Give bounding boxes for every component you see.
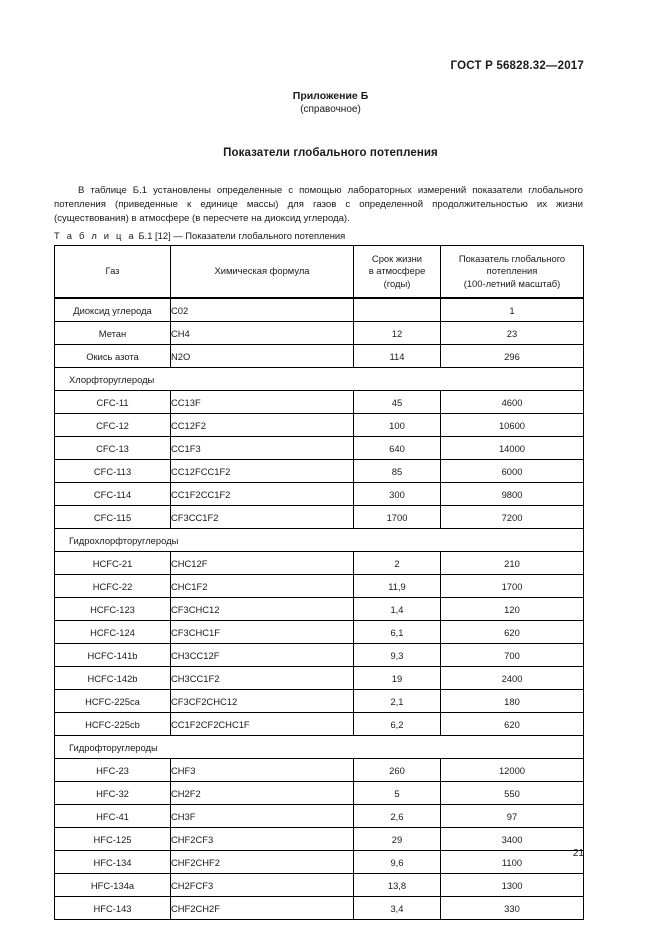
table-cell-gwp: 1: [441, 298, 584, 322]
column-header-gwp-line1: Показатель глобального: [458, 252, 566, 264]
table-cell-lifetime: 260: [354, 759, 441, 782]
table-cell-gas: HFC-125: [55, 828, 171, 851]
table-caption-dash: —: [173, 230, 183, 241]
appendix-heading: [0, 89, 661, 117]
page-number: 21: [572, 848, 584, 859]
table-cell-gwp: 620: [441, 713, 584, 736]
table-cell-gas: HCFC-225cb: [55, 713, 171, 736]
table-cell-lifetime: 3,4: [354, 897, 441, 920]
table-caption: [54, 230, 345, 241]
table-cell-gas: CFC-12: [55, 414, 171, 437]
table-cell-gwp: 210: [441, 552, 584, 575]
column-header-lifetime-line3: (годы): [383, 277, 411, 289]
table-row: [55, 759, 584, 782]
table-row: [55, 391, 584, 414]
table-cell-lifetime: 13,8: [354, 874, 441, 897]
table-cell-gwp: 23: [441, 322, 584, 345]
table-cell-lifetime: 2: [354, 552, 441, 575]
table-row: [55, 782, 584, 805]
table-caption-reference: [12]: [155, 230, 171, 241]
table-cell-lifetime: 114: [354, 345, 441, 368]
table-cell-lifetime: 19: [354, 667, 441, 690]
table-cell-gas: CFC-115: [55, 506, 171, 529]
table-cell-gas: HFC-134: [55, 851, 171, 874]
table-header: [55, 246, 584, 299]
table-cell-formula: C02: [171, 298, 354, 322]
table-cell-formula: CH3CC1F2: [171, 667, 354, 690]
table-cell-gwp: 550: [441, 782, 584, 805]
table-cell-gwp: 1700: [441, 575, 584, 598]
table-body: [55, 298, 584, 920]
table-cell-gas: HFC-143: [55, 897, 171, 920]
table-cell-gas: CFC-114: [55, 483, 171, 506]
table-cell-gas: CFC-113: [55, 460, 171, 483]
column-header-lifetime-line1: Срок жизни: [371, 252, 423, 264]
appendix-label: Приложение Б: [292, 90, 369, 102]
table-cell-gwp: 1300: [441, 874, 584, 897]
table-group-header-row: [55, 529, 584, 552]
table-cell-gwp: 3400: [441, 828, 584, 851]
table-cell-formula: N2O: [171, 345, 354, 368]
table-cell-formula: CHF2CH2F: [171, 897, 354, 920]
table-cell-formula: CH3CC12F: [171, 644, 354, 667]
table-row: [55, 575, 584, 598]
table-caption-prefix: Т а б л и ц а: [54, 230, 136, 241]
table-cell-gwp: 7200: [441, 506, 584, 529]
table-cell-gas: CFC-13: [55, 437, 171, 460]
column-header-formula-label: Химическая формула: [214, 265, 310, 277]
table-cell-gas: HFC-41: [55, 805, 171, 828]
table-cell-gas: HFC-134a: [55, 874, 171, 897]
table-cell-gwp: 4600: [441, 391, 584, 414]
table-cell-gwp: 9800: [441, 483, 584, 506]
table-cell-gwp: 6000: [441, 460, 584, 483]
table-cell-gwp: 700: [441, 644, 584, 667]
table-cell-lifetime: 9,3: [354, 644, 441, 667]
table-cell-gas: HCFC-22: [55, 575, 171, 598]
table-cell-lifetime: 9,6: [354, 851, 441, 874]
table-row: [55, 644, 584, 667]
table-cell-lifetime: 12: [354, 322, 441, 345]
table-cell-lifetime: 640: [354, 437, 441, 460]
table-caption-number: Б.1: [138, 230, 153, 241]
table-cell-formula: CC12FCC1F2: [171, 460, 354, 483]
table-cell-gwp: 12000: [441, 759, 584, 782]
column-header-gwp-line2: потепления: [486, 265, 538, 277]
table-cell-formula: CHC12F: [171, 552, 354, 575]
table-row: [55, 828, 584, 851]
table-cell-formula: CHF2CF3: [171, 828, 354, 851]
table-cell-formula: CH2F2: [171, 782, 354, 805]
table-cell-formula: CF3CF2CHC12: [171, 690, 354, 713]
table-cell-gwp: 1100: [441, 851, 584, 874]
intro-paragraph: В таблице Б.1 установлены определенные с помощью лабораторных измерений показатели глобального потепления (приведенные к единице массы) для газов с определенной продолжительностью их жизни (существования) в атмосфере (в пересчете на диоксид углерода).: [54, 184, 583, 225]
table-cell-gas: HCFC-141b: [55, 644, 171, 667]
table-cell-gas: HCFC-123: [55, 598, 171, 621]
table-group-header-row: [55, 736, 584, 759]
table-cell-formula: CC1F3: [171, 437, 354, 460]
table-cell-lifetime: 2,6: [354, 805, 441, 828]
table-cell-lifetime: 5: [354, 782, 441, 805]
table-cell-formula: CC1F2CC1F2: [171, 483, 354, 506]
table-cell-formula: CF3CC1F2: [171, 506, 354, 529]
page-title: Показатели глобального потепления: [223, 147, 438, 159]
table-cell-gas: CFC-11: [55, 391, 171, 414]
appendix-kind: (справочное): [300, 104, 361, 115]
column-header-atmospheric-lifetime: [354, 246, 441, 299]
table-caption-title: Показатели глобального потепления: [185, 230, 346, 241]
table-cell-formula: CHF3: [171, 759, 354, 782]
table-cell-gwp: 296: [441, 345, 584, 368]
table-cell-gas: Метан: [55, 322, 171, 345]
table-row: [55, 460, 584, 483]
table-cell-formula: CH3F: [171, 805, 354, 828]
table-row: [55, 851, 584, 874]
table-cell-lifetime: 6,1: [354, 621, 441, 644]
table-row: [55, 506, 584, 529]
column-header-gwp-line3: (100-летний масштаб): [463, 277, 561, 289]
table-cell-gwp: 330: [441, 897, 584, 920]
table-cell-gwp: 10600: [441, 414, 584, 437]
table-cell-gas: HFC-32: [55, 782, 171, 805]
table-cell-lifetime: 1700: [354, 506, 441, 529]
document-header-standard-number: ГОСТ Р 56828.32—2017: [450, 60, 584, 72]
table-row: [55, 805, 584, 828]
table-cell-lifetime: 45: [354, 391, 441, 414]
table-cell-formula: CC12F2: [171, 414, 354, 437]
table-group-header-row: [55, 368, 584, 391]
table-row: [55, 552, 584, 575]
table-cell-lifetime: 100: [354, 414, 441, 437]
table-cell-gwp: 14000: [441, 437, 584, 460]
table-cell-gas: Диоксид углерода: [55, 298, 171, 322]
table-cell-formula: CH2FCF3: [171, 874, 354, 897]
table-cell-formula: CC1F2CF2CHC1F: [171, 713, 354, 736]
table-cell-formula: CF3CHC1F: [171, 621, 354, 644]
table-cell-formula: CHF2CHF2: [171, 851, 354, 874]
table-cell-gas: HCFC-124: [55, 621, 171, 644]
column-header-lifetime-line2: в атмосфере: [368, 265, 426, 277]
table-row: [55, 298, 584, 322]
table-cell-lifetime: [354, 298, 441, 322]
table-cell-gwp: 2400: [441, 667, 584, 690]
table-row: [55, 345, 584, 368]
table-row: [55, 690, 584, 713]
table-cell-lifetime: 2,1: [354, 690, 441, 713]
table-cell-lifetime: 6,2: [354, 713, 441, 736]
table-row: [55, 598, 584, 621]
table-cell-gas: HCFC-225ca: [55, 690, 171, 713]
table-cell-gwp: 97: [441, 805, 584, 828]
table-row: [55, 621, 584, 644]
table-cell-lifetime: 85: [354, 460, 441, 483]
table-cell-lifetime: 29: [354, 828, 441, 851]
table-cell-gwp: 620: [441, 621, 584, 644]
column-header-gas: [55, 246, 171, 299]
table-row: [55, 713, 584, 736]
table-group-label: Гидрофторуглероды: [55, 736, 584, 759]
table-cell-lifetime: 300: [354, 483, 441, 506]
table-cell-gwp: 120: [441, 598, 584, 621]
table-cell-gas: HFC-23: [55, 759, 171, 782]
table-group-label: Гидрохлорфторуглероды: [55, 529, 584, 552]
table-cell-gwp: 180: [441, 690, 584, 713]
table-cell-lifetime: 11,9: [354, 575, 441, 598]
table-cell-gas: HCFC-21: [55, 552, 171, 575]
column-header-gas-label: Газ: [105, 265, 120, 277]
table-row: [55, 414, 584, 437]
column-header-global-warming-potential: [441, 246, 584, 299]
table-row: [55, 483, 584, 506]
column-header-chemical-formula: [171, 246, 354, 299]
table-row: [55, 667, 584, 690]
table-group-label: Хлорфторуглероды: [55, 368, 584, 391]
table-cell-formula: CF3CHC12: [171, 598, 354, 621]
table-cell-formula: CH4: [171, 322, 354, 345]
table-cell-formula: CC13F: [171, 391, 354, 414]
table-cell-gas: HCFC-142b: [55, 667, 171, 690]
table-row: [55, 322, 584, 345]
table-cell-lifetime: 1,4: [354, 598, 441, 621]
table-row: [55, 897, 584, 920]
table-cell-formula: CHC1F2: [171, 575, 354, 598]
table-row: [55, 874, 584, 897]
table-cell-gas: Окись азота: [55, 345, 171, 368]
table-row: [55, 437, 584, 460]
table-header-row: [55, 246, 584, 299]
global-warming-potential-table: [54, 245, 584, 920]
